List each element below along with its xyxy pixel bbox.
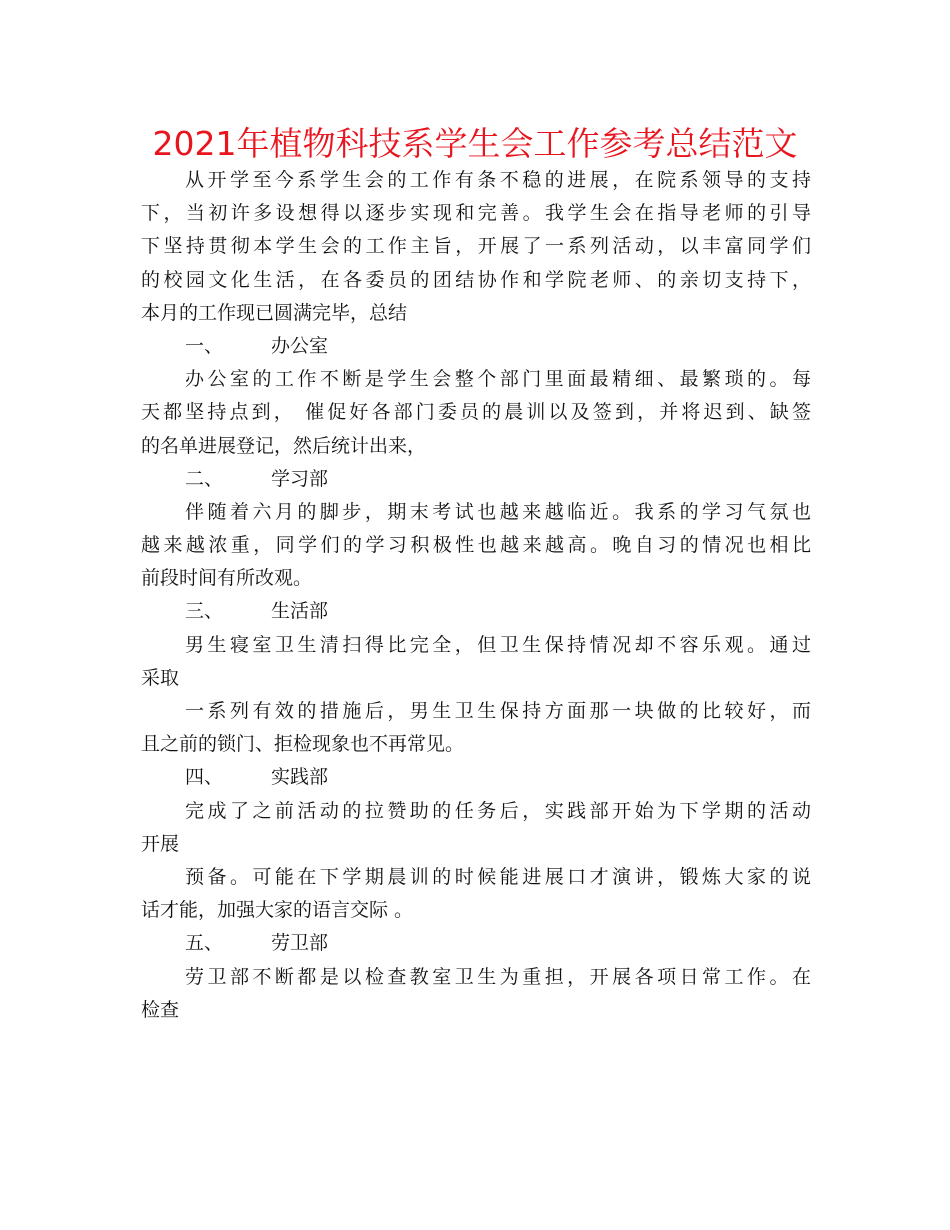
text-line: 开展: [141, 832, 180, 855]
text-line: 下坚持贯彻本学生会的工作主旨，开展了一系列活动，以丰富同学们: [141, 235, 811, 258]
text-line: 越来越浓重，同学们的学习积极性也越来越高。晚自习的情况也相比: [141, 534, 811, 557]
section-heading: [141, 761, 811, 794]
text-line: 且之前的锁门、拒检现象也不再常见。: [141, 733, 465, 756]
section-name: 办公室: [271, 334, 329, 357]
text-line: 前段时间有所改观。: [141, 567, 313, 590]
text-line: 一系列有效的措施后，男生卫生保持方面那一块做的比较好，而: [185, 700, 811, 722]
text-line: 预备。可能在下学期晨训的时候能进展口才演讲，锻炼大家的说: [185, 865, 811, 888]
text-line: 劳卫部不断都是以检查教室卫生为重担，开展各项日常工作。在: [185, 965, 811, 988]
section-number: 三、: [185, 600, 224, 623]
section-name: 劳卫部: [271, 932, 329, 955]
section-heading: [141, 927, 811, 960]
section-number: 二、: [185, 467, 224, 490]
section-name: 生活部: [271, 600, 329, 623]
section-number: 五、: [185, 932, 224, 955]
text-line: 伴随着六月的脚步，期末考试也越来越临近。我系的学习气氛也: [185, 500, 811, 523]
text-line: 本月的工作现已圆满完毕，总结: [141, 301, 408, 324]
document-body: [141, 164, 811, 1027]
section-heading: [141, 595, 811, 628]
text-line: 办公室的工作不断是学生会整个部门里面最精细、最繁琐的。每: [185, 368, 811, 391]
text-line: 完成了之前活动的拉赞助的任务后，实践部开始为下学期的活动: [185, 799, 811, 822]
text-line: 天都坚持点到， 催促好各部门委员的晨训以及签到，并将迟到、缺签: [141, 401, 811, 424]
section-number: 一、: [185, 334, 224, 357]
text-line: 话才能，加强大家的语言交际 。: [141, 899, 414, 922]
text-line: 下，当初许多设想得以逐步实现和完善。我学生会在指导老师的引导: [141, 202, 811, 225]
text-line: 的校园文化生活，在各委员的团结协作和学院老师、的亲切支持下，: [141, 268, 811, 291]
section-name: 学习部: [271, 467, 329, 490]
section-name: 实践部: [271, 766, 329, 789]
text-line: 从开学至今系学生会的工作有条不稳的进展，在院系领导的支持: [185, 169, 811, 191]
text-line: 男生寝室卫生清扫得比完全，但卫生保持情况却不容乐观。通过: [185, 633, 811, 656]
text-line: 采取: [141, 666, 180, 689]
section-heading: [141, 330, 811, 363]
section-number: 四、: [185, 766, 224, 789]
section-heading: [141, 463, 811, 496]
document-title: 2021年植物科技系学生会工作参考总结范文: [152, 124, 798, 163]
text-line: 的名单进展登记，然后统计出来，: [141, 434, 427, 457]
text-line: 检查: [141, 998, 180, 1021]
